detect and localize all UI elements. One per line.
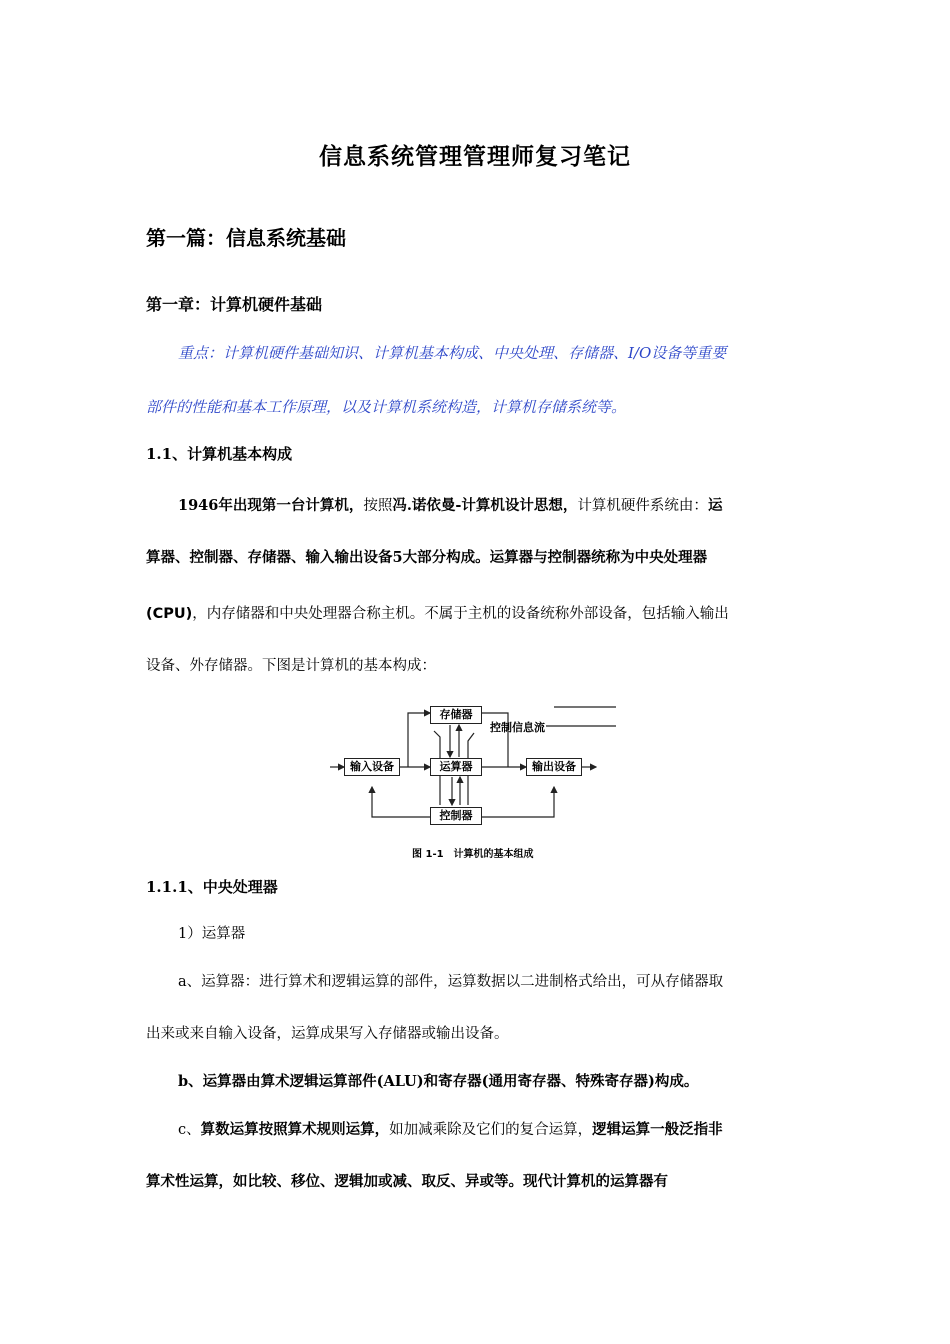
text: ，内存储器和中央处理器合称主机。不属于主机的设备统称外部设备，包括输入输出 (192, 606, 729, 622)
output-device-box: 输出设备 (526, 758, 582, 776)
text: c、 (178, 1122, 201, 1138)
item-b-line-1: b、运算器由算术逻辑运算部件(ALU)和寄存器(通用寄存器、特殊寄存器)构成。 (178, 1073, 699, 1090)
section-1-1-1-heading: 1.1.1、中央处理器 (146, 878, 278, 896)
item-a-line-2: 出来或来自输入设备，运算成果写入存储器或输出设备。 (146, 1026, 509, 1042)
part-heading: 第一篇：信息系统基础 (146, 226, 346, 250)
text-bold: 冯.诺依曼-计算机设计思想， (392, 497, 578, 514)
text: 计算机硬件系统由： (577, 498, 708, 514)
paragraph-1-line-1 (178, 494, 722, 515)
text-bold: 运 (707, 497, 723, 514)
text-bold: (CPU) (146, 606, 193, 622)
text: 按照 (363, 498, 393, 514)
paragraph-1-line-4: 设备、外存储器。下图是计算机的基本构成： (146, 658, 436, 674)
section-1-1-heading: 1.1、计算机基本构成 (146, 445, 293, 463)
memory-box: 存储器 (430, 706, 482, 724)
item-a-line-1: a、运算器：进行算术和逻辑运算的部件，运算数据以二进制格式给出，可从存储器取 (178, 974, 724, 990)
text: 如加减乘除及它们的复合运算， (389, 1122, 593, 1138)
text-bold: 1946年出现第一台计算机， (178, 497, 364, 514)
list-item-1: 1）运算器 (178, 926, 246, 942)
computer-structure-diagram (328, 697, 624, 859)
control-to-output (480, 787, 554, 817)
item-c-line-2: 算术性运算，如比较、移位、逻辑加或减、取反、异或等。现代计算机的运算器有 (146, 1173, 668, 1190)
item-c-line-1 (178, 1118, 723, 1139)
keypoint-line-1: 重点：计算机硬件基础知识、计算机基本构成、中央处理、存储器、I/O设备等重要 (178, 344, 727, 362)
control-to-input (372, 787, 430, 817)
paragraph-1-line-3 (146, 602, 729, 623)
controller-box: 控制器 (430, 807, 482, 825)
paragraph-1-line-2: 算器、控制器、存储器、输入输出设备5大部分构成。运算器与控制器统称为中央处理器 (146, 549, 708, 566)
diagram-caption: 图 1-1 计算机的基本组成 (412, 849, 534, 860)
arrow-input-to-memory (408, 713, 430, 767)
input-device-box: 输入设备 (344, 758, 400, 776)
alu-box: 运算器 (430, 758, 482, 776)
text-bold: 逻辑运算一般泛指非 (592, 1121, 723, 1138)
document-title: 信息系统管理管理师复习笔记 (319, 143, 631, 170)
legend-control-flow-label: 控制信息流 (490, 721, 545, 734)
text-bold: 算数运算按照算术规则运算， (200, 1121, 390, 1138)
chapter-heading: 第一章：计算机硬件基础 (146, 295, 323, 314)
keypoint-line-2: 部件的性能和基本工作原理，以及计算机系统构造，计算机存储系统等。 (146, 398, 627, 416)
